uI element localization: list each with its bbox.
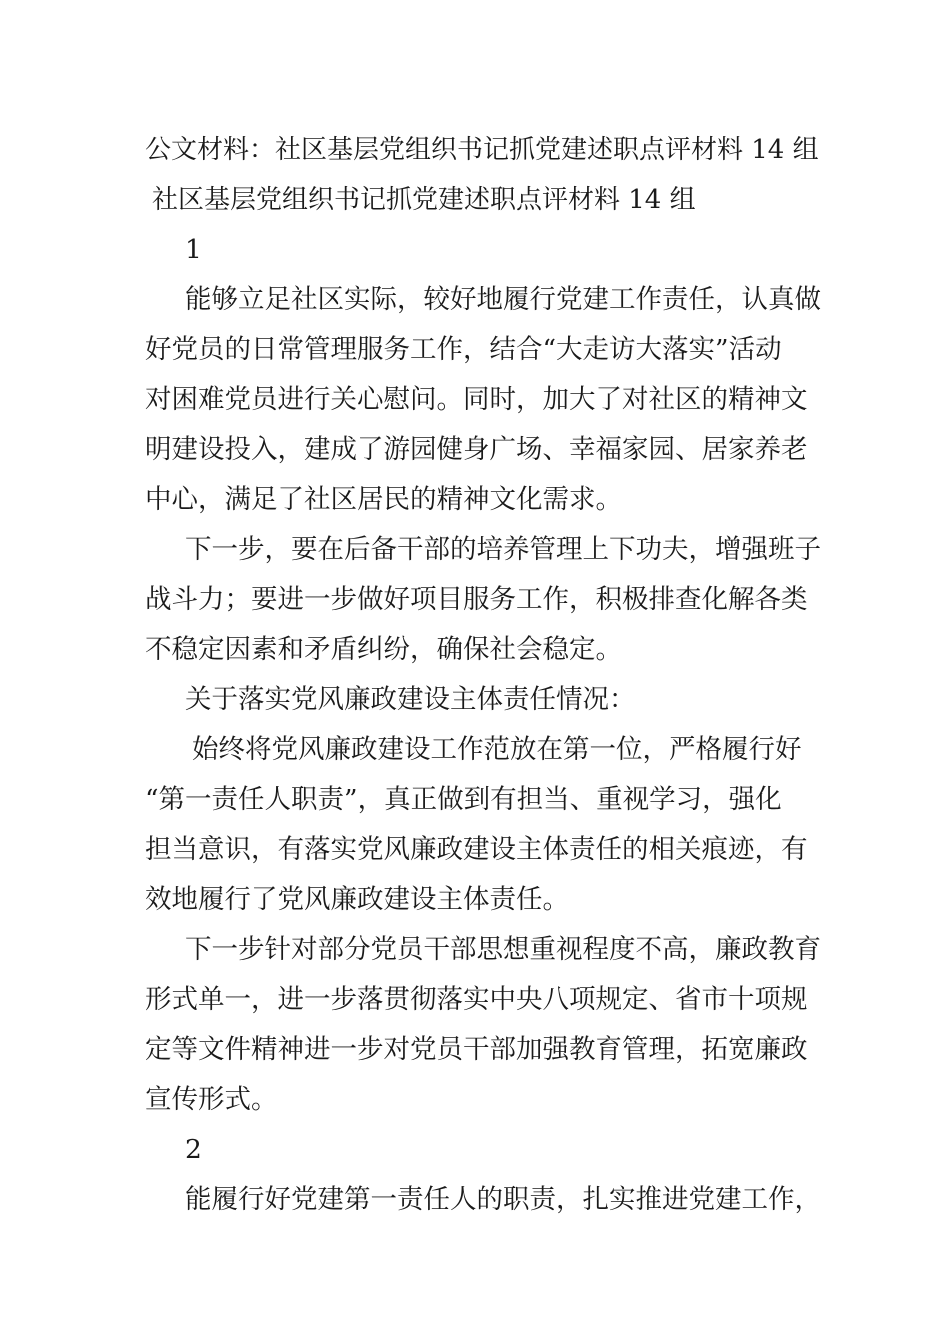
paragraph-line: 效地履行了党风廉政建设主体责任。 bbox=[145, 884, 569, 915]
paragraph-line: 始终将党风廉政建设工作范放在第一位，严格履行好 bbox=[192, 734, 802, 765]
paragraph-line: 好党员的日常管理服务工作，结合“大走访大落实”活动 bbox=[145, 334, 782, 365]
paragraph-line: 明建设投入，建成了游园健身广场、幸福家园、居家养老 bbox=[145, 434, 808, 465]
paragraph-line: 战斗力；要进一步做好项目服务工作，积极排查化解各类 bbox=[145, 584, 808, 615]
section-number: 2 bbox=[185, 1134, 202, 1165]
paragraph-line: 中心，满足了社区居民的精神文化需求。 bbox=[145, 484, 622, 515]
paragraph-line: 下一步针对部分党员干部思想重视程度不高，廉政教育 bbox=[185, 934, 821, 965]
section-heading: 关于落实党风廉政建设主体责任情况： bbox=[185, 684, 636, 715]
paragraph-line: 能履行好党建第一责任人的职责，扎实推进党建工作， bbox=[185, 1184, 821, 1215]
document-subtitle: 社区基层党组织书记抓党建述职点评材料 14 组 bbox=[152, 185, 696, 215]
paragraph-line: 定等文件精神进一步对党员干部加强教育管理，拓宽廉政 bbox=[145, 1034, 808, 1065]
paragraph-line: “第一责任人职责”，真正做到有担当、重视学习，强化 bbox=[145, 784, 782, 815]
document-title: 公文材料：社区基层党组织书记抓党建述职点评材料 14 组 bbox=[145, 135, 819, 165]
paragraph-line: 对困难党员进行关心慰问。同时，加大了对社区的精神文 bbox=[145, 384, 808, 415]
paragraph-line: 能够立足社区实际，较好地履行党建工作责任，认真做 bbox=[185, 284, 821, 315]
paragraph-line: 担当意识，有落实党风廉政建设主体责任的相关痕迹，有 bbox=[145, 834, 808, 865]
section-number: 1 bbox=[185, 234, 202, 265]
paragraph-line: 形式单一，进一步落贯彻落实中央八项规定、省市十项规 bbox=[145, 984, 808, 1015]
paragraph-line: 不稳定因素和矛盾纠纷，确保社会稳定。 bbox=[145, 634, 622, 665]
paragraph-line: 宣传形式。 bbox=[145, 1084, 278, 1115]
paragraph-line: 下一步，要在后备干部的培养管理上下功夫，增强班子 bbox=[185, 534, 821, 565]
